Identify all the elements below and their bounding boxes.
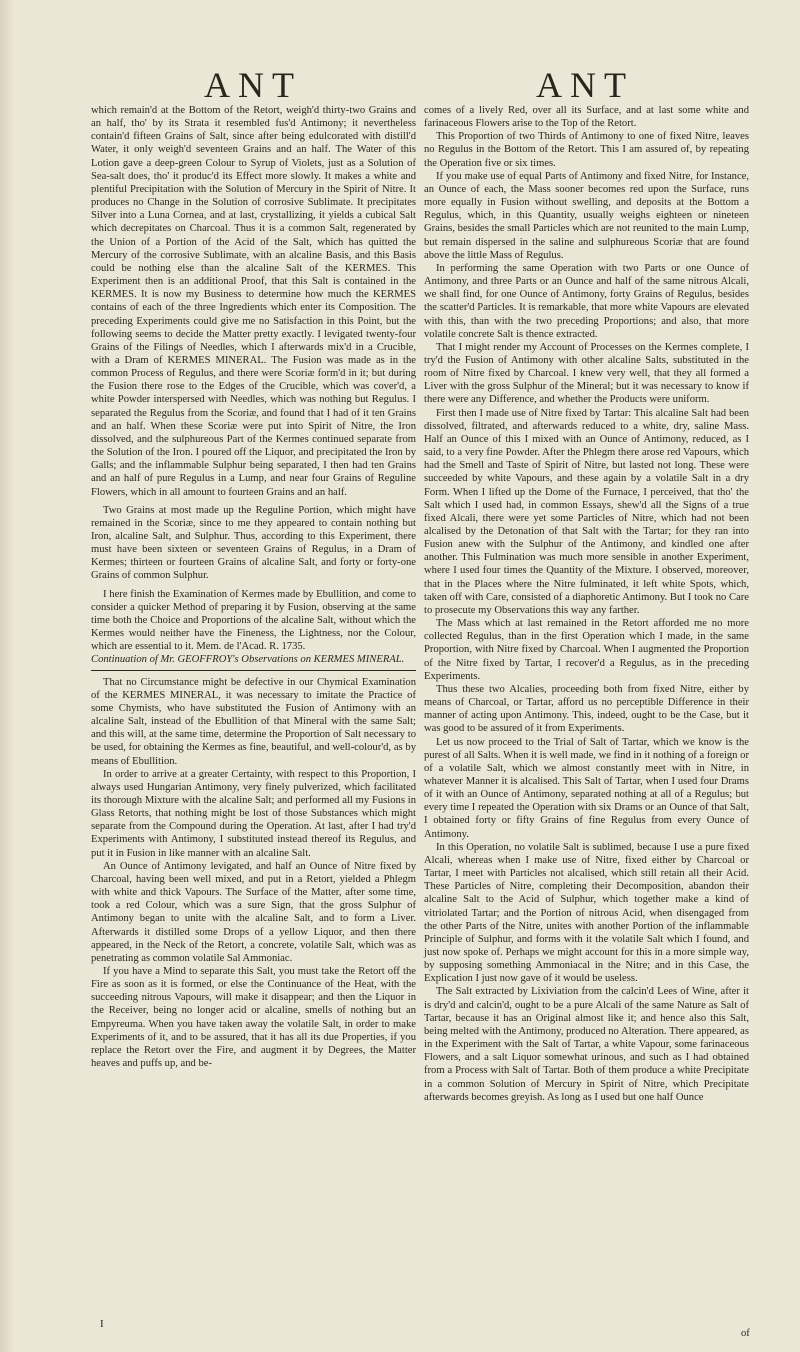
paragraph: If you have a Mind to separate this Salt, you must take the Retort off the Fire as soon as it is formed, or else the Continuance of the Heat, with the succeeding nitrous Vapours, will make it disappear; and then the Liquor in the Receiver, being no longer acid or alcaline, smells of nothing but an Empyreuma. When you have taken away the volatile Salt, in order to make Experiments of it, and to be assured, that it has all its due Properties, if you replace the Retort over the Fire, and augment it by Degrees, the Matter heaves and puffs up, and be- [91,966,416,1070]
left-column [91,104,416,1070]
paragraph: In order to arrive at a greater Certainty, with respect to this Proportion, I always used Hungarian Antimony, very finely pulverized, which facilitated its thorough Mixture with the alcaline Salt; and performed all my Fusions in Glass Retorts, that nothing might be lost of those Substances which might separate from the Compound during the Operation. At last, after I had try'd Experiments with Antimony, I substituted instead thereof its Regulus, and put it in Fusion in like manner with an alcaline Salt. [91,768,416,859]
running-head-left: ANT [204,65,302,105]
paragraph: First then I made use of Nitre fixed by Tartar: This alcaline Salt had been dissolved, filtrated, and afterwards reduced to a white, dry, saline Mass. Half an Ounce of this I mixed with an Ounce of Antimony, reduced, as I said, to a very fine Powder. After the Phlegm there arose red Vapours, which had the Smell and Taste of Spirit of Nitre, but lasted not long. These were succeeded by white Vapours, and these again by a volatile Salt in a dry Form. When I lifted up the Dome of the Furnace, I perceived, that tho' the Salt which I used had, in common Essays, shew'd all the Signs of a true fixed Alcali, there were yet some Particles of Nitre, which had not been alcalised by the Detonation of that Salt with the Tartar; for they ran into Fusion anew with the Sulphur of the Antimony, and kindled one after another. This Fulmination was much more sensible in another Experiment, where I used four times the Quantity of the Mixture. I observed, moreover, that in the Places where the Nitre fulminated, it left white Spots, which, taken off with Care, consisted of a diaphoretic Antimony. But I took no Care to prosecute my Observations this way any farther. [424,407,749,616]
page-binding-shadow [0,0,14,1352]
paragraph: This Proportion of two Thirds of Antimony to one of fixed Nitre, leaves no Regulus in the Bottom of the Retort. This I am assured of, by repeating the Operation five or six times. [424,131,749,169]
paragraph: I here finish the Examination of Kermes made by Ebullition, and come to consider a quicker Method of preparing it by Fusion, observing at the same time both the Choice and Proportions of the alcaline Salt, without which the Kermes would neither have the Fineness, the Lightness, nor the Colour, which are essential to it. Mem. de l'Acad. R. 1735. [91,588,416,653]
paragraph: which remain'd at the Bottom of the Retort, weigh'd thirty-two Grains and an half, tho' by its Strata it resembled fus'd Antimony; it nevertheless contain'd fifteen Grains of Salt, since after being edulcorated with distill'd Water, it only weigh'd seventeen Grains and an half. The Water of this Lotion gave a deep-green Colour to Syrup of Violets, just as a Solution of Sea-salt does, tho' it produc'd its Effect more slowly. It makes a white and plentiful Precipitation with the Solution of Mercury in the Spirit of Nitre. It produces no Change in the Solution of corrosive Sublimate. It precipitates Silver into a Luna Cornea, and at last, crystallizing, it yields a cubical Salt which decrepitates on Charcoal. Thus it is a common Salt, regenerated by the Union of a Portion of the Acid of the Salt, which has quitted the Mercury of the corrosive Sublimate, with an alcaline Basis, and this Basis could be nothing else than the alcaline Salt of the KERMES. This Experiment then is an additional Proof, that this Salt is contained in the KERMES. It is now my Business to determine how much the KERMES contains of each of the three Ingredients which enter its Composition. The preceding Experiments could give me no Satisfaction in this Point, but the following seems to decide the Matter pretty exactly. I levigated twenty-four Grains of the Filings of Needles, which I afterwards mix'd in a Crucible, with a Dram of KERMES MINERAL. The Fusion was made as in the common Process of Regulus, and there were Scoriæ form'd in it; but during the Fusion there rose to the Edges of the Crucible, which was cover'd, a white Powder interspersed with Needles, which was nothing but Regulus. I separated the Regulus from the Scoriæ, and found that I had of it ten Grains and an half. When these Scoriæ were put into Spirit of Nitre, the Iron dissolved, and the sulphureous Part of the Kermes continued separate from the Solution of the Iron. I poured off the Liquor, and precipitated the Iron by Galls; and the inflammable Sulphur being separated, I then had ten Grains and an half of pure Regulus in a Lump, and near four Grains of Reguline Flowers, which in all amount to fourteen Grains and an half. [91,105,416,498]
paragraph: An Ounce of Antimony levigated, and half an Ounce of Nitre fixed by Charcoal, having been well mixed, and put in a Retort, yielded a Phlegm with white and thick Vapours. The Surface of the Matter, after some time, took a red Colour, which was a sure Sign, that the gross Sulphur of Antimony began to unite with the alcaline Salt, and to form a Liver. Afterwards it distilled some Drops of a yellow Liquor, and then there appeared, in the Neck of the Retort, a concrete, volatile Salt, which was as penetrating as common volatile Sal Ammoniac. [91,860,416,964]
paragraph: The Salt extracted by Lixiviation from the calcin'd Lees of Wine, after it is dry'd and calcin'd, ought to be a pure Alcali of the same Nature as Salt of Tartar, because it has an Original almost like it; and hence also this Salt, being melted with the Antimony, produced no Alteration. There appeared, as in the Experiment with the Salt of Tartar, a white Vapour, some farinaceous Flowers, and a salt Liquor somewhat urinous, and such as I had obtained from a Process with Salt of Tartar. Both of them produce a white Precipitate in a common Solution of Mercury in Spirit of Nitre, which Precipitate afterwards becomes greyish. As long as I used but one half Ounce [424,986,749,1103]
paragraph: In this Operation, no volatile Salt is sublimed, because I use a pure fixed Alcali, whereas when I make use of Nitre, fixed either by Charcoal or Tartar, I meet with Particles not alcalised, which still retain all their Acid. These Particles of Nitre, completing their Decomposition, abandon their alcaline Salt to the Acid of Sulphur, which together make a kind of vitriolated Tartar; and the Portion of nitrous Acid, when disengaged from the other Parts of the Nitre, unites with another Portion of the inflammable Principle of Sulphur, and forms with it the volatile Salt which I found, and just now spoke of. Perhaps we might account for this in a more simple way, by supposing something Ammoniacal in the Nitre; and in this Case, the Explication I just now gave of it would be useless. [424,841,749,985]
paragraph: In performing the same Operation with two Parts or one Ounce of Antimony, and three Parts or an Ounce and half of the same nitrous Alcali, we shall find, for one Ounce of Antimony, forty Grains of Regulus, besides the scatter'd Particles. It is remarkable, that more white Vapours are elevated with this, than with the two preceding Proportions; and also, that more volatile concrete Salt is thence extracted. [424,262,749,340]
running-head-right: ANT [536,65,634,105]
catchword: of [741,1328,750,1339]
page-signature: I [100,1318,104,1330]
paragraph: If you make use of equal Parts of Antimony and fixed Nitre, for Instance, an Ounce of each, the Mass sooner becomes red upon the Surface, runs more equally in Fusion without swelling, and deposits at the Bottom a Regulus, which, in this Quantity, usually weighs eighteen or nineteen Grains, besides the small Particles which are not reunited to the main Lump, but remain dispersed in the saline and sulphureous Scoriæ that are found above the little Mass of Regulus. [424,170,749,261]
right-column [424,104,749,1104]
paragraph: comes of a lively Red, over all its Surface, and at last some white and farinaceous Flowers arise to the Top of the Retort. [424,105,749,130]
paragraph: That I might render my Account of Processes on the Kermes complete, I try'd the Fusion of Antimony with other alcaline Salts, substituted in the room of Nitre fixed by Charcoal. I knew very well, that they all formed a Liver with the gross Sulphur of the Mineral; but it was necessary to know if there were any Difference, and whether the Products were uniform. [424,341,749,406]
section-title: Continuation of Mr. GEOFFROY's Observations on KERMES MINERAL. [91,653,416,670]
paragraph: Thus these two Alcalies, proceeding both from fixed Nitre, either by means of Charcoal, or Tartar, afford us no perceptible Difference in their manner of acting upon Antimony. This, indeed, ought to be the Case, but it was good to be assured of it from Experiments. [424,683,749,735]
paragraph: Two Grains at most made up the Reguline Portion, which might have remained in the Scoriæ, since to me they appeared to contain nothing but Iron, alcaline Salt, and Sulphur. Thus, according to this Experiment, there must have been sixteen or seventeen Grains of Regulus, in a Dram of Kermes; thirteen or fourteen Grains of alcaline Salt, and forty or forty-one Grains of common Sulphur. [91,504,416,582]
paragraph: That no Circumstance might be defective in our Chymical Examination of the KERMES MINERAL, it was necessary to imitate the Practice of some Chymists, who have substituted the Fusion of Antimony with an alcaline Salt, instead of the Ebullition of that Mineral with the same Salt; and this will, at the same time, determine the Proportion of Salt necessary to be used, for obtaining the Kermes as fine, beautiful, and well-colour'd, as by means of Ebullition. [91,676,416,767]
paragraph: The Mass which at last remained in the Retort afforded me no more collected Regulus, than in the first Operation which I made, in the same Proportion, with Nitre fixed by Charcoal. When I augmented the Proportion of the Nitre fixed by Tartar, I recover'd a Regulus, as in the preceding Experiments. [424,618,749,682]
paragraph: Let us now proceed to the Trial of Salt of Tartar, which we know is the purest of all Salts. When it is well made, we find in it nothing of a foreign or of a volatile Salt, which we almost constantly meet with in Nitre, in whatever Manner it is alcalised. This Salt of Tartar, when I used four Drams of it with an Ounce of Antimony, separated nothing at all of a Regulus; but every time I repeated the Operation with six Drams or an Ounce of that Salt, I obtained forty or fifty Grains of fine Regulus from every Ounce of Antimony. [424,736,749,840]
